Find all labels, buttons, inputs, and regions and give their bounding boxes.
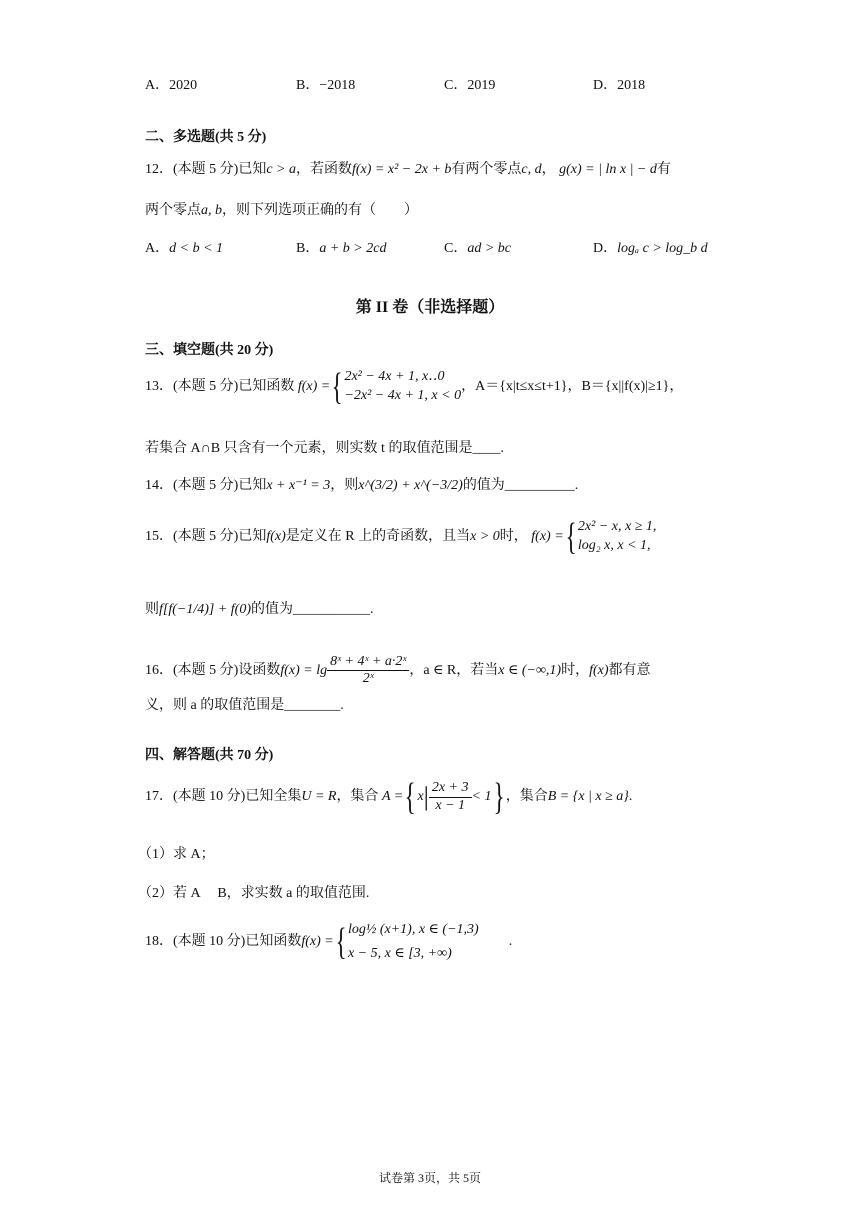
q12-text: 已知 bbox=[238, 162, 267, 177]
q15-case2: log₂ x, x < 1, bbox=[577, 538, 651, 553]
q15-f: f(x) bbox=[266, 529, 286, 545]
q14-expression: x^(3/2) + x^(−3/2) bbox=[358, 478, 463, 493]
q13-text: 已知函数 bbox=[238, 379, 295, 395]
q12-option-b bbox=[296, 237, 386, 257]
q14-text: 已知 bbox=[238, 478, 267, 493]
q17-fraction bbox=[429, 780, 472, 813]
q17-set-b: B = {x | x ≥ a} bbox=[547, 789, 629, 805]
q14-text: ，则 bbox=[330, 478, 359, 493]
q18-f-lhs: f(x) = bbox=[301, 934, 334, 950]
page-footer: 试卷第 3页，共 5页 bbox=[378, 1171, 481, 1185]
q12-option-d bbox=[593, 237, 708, 257]
q16-condition: x ∈ (−∞,1) bbox=[498, 662, 562, 678]
q18-text: . bbox=[508, 934, 513, 950]
q12-g-definition: g(x) = | ln x | − d bbox=[559, 162, 657, 177]
option-text: a + b > 2cd bbox=[319, 241, 387, 256]
q12-line1 bbox=[145, 158, 671, 178]
q13-set-b: B＝{x||f(x)|≥1}， bbox=[581, 379, 684, 395]
q12-text: ，若函数 bbox=[296, 162, 352, 177]
q16-text: 都有意 bbox=[608, 662, 651, 678]
left-brace-icon: { bbox=[404, 776, 416, 818]
q15-condition: x > 0 bbox=[470, 529, 500, 545]
q17-sub1: （1）求 A； bbox=[138, 847, 215, 862]
q11-option-a: A．2020 bbox=[145, 78, 198, 93]
right-brace-icon: } bbox=[493, 776, 505, 818]
q15-expression: f[f(−1/4)] + f(0) bbox=[159, 602, 251, 617]
q13-case1: 2x² − 4x + 1, x‥0 bbox=[344, 369, 445, 385]
q18-case1: log½ (x+1), x ∈ (−1,3) bbox=[347, 922, 479, 937]
option-text: d < b < 1 bbox=[169, 241, 224, 256]
q17-text: ，集合 bbox=[505, 789, 548, 805]
left-brace-icon: { bbox=[331, 366, 343, 408]
q16-text: 设函数 bbox=[238, 662, 281, 678]
q18-line bbox=[145, 918, 512, 966]
q15-text: 的值为___________. bbox=[251, 602, 374, 617]
option-label: C． bbox=[444, 241, 468, 256]
q13-line2: 若集合 A∩B 只含有一个元素，则实数 t 的取值范围是____. bbox=[145, 441, 504, 456]
q12-tag: (本题 5 分) bbox=[173, 162, 239, 177]
q15-tag: (本题 5 分) bbox=[173, 529, 239, 545]
q16-numerator: 8ˣ + 4ˣ + a·2ˣ bbox=[327, 654, 409, 671]
q12-option-a bbox=[145, 237, 223, 257]
q18-number: 18． bbox=[145, 934, 173, 950]
q13-tag: (本题 5 分) bbox=[173, 379, 239, 395]
q17-text: . bbox=[628, 789, 633, 805]
q15-case1: 2x² − x, x ≥ 1, bbox=[577, 519, 657, 535]
q17-text: ，集合 bbox=[336, 789, 379, 805]
q13-set-a: ，A＝{x|t≤x≤t+1}， bbox=[461, 379, 582, 395]
q17-denominator: x − 1 bbox=[435, 797, 466, 813]
q14-number: 14． bbox=[145, 478, 173, 493]
q15-f-lhs: f(x) = bbox=[531, 529, 564, 545]
q16-line1 bbox=[145, 654, 651, 687]
q17-set-a-var: x bbox=[417, 789, 424, 805]
q17-text: 已知全集 bbox=[245, 789, 302, 805]
section-solution-heading: 四、解答题(共 70 分) bbox=[145, 748, 274, 763]
q13-cases bbox=[344, 368, 461, 406]
q13-case2: −2x² − 4x + 1, x < 0 bbox=[344, 388, 462, 403]
q16-fraction bbox=[327, 654, 409, 687]
q17-relation: < 1 bbox=[471, 789, 492, 805]
q13-f-lhs: f(x) = bbox=[297, 379, 331, 395]
q11-option-c: C．2019 bbox=[444, 78, 496, 93]
q15-text: 则 bbox=[145, 602, 159, 617]
q18-case2: x − 5, x ∈ [3, +∞) bbox=[347, 945, 452, 961]
q16-line2: 义，则 a 的取值范围是________. bbox=[145, 698, 344, 713]
q15-number: 15． bbox=[145, 529, 173, 545]
q12-text: 有两个零点 bbox=[451, 162, 522, 177]
q17-sub2: （2）若 A B，求实数 a 的取值范围. bbox=[138, 886, 370, 901]
option-text: ad > bc bbox=[467, 241, 512, 256]
q14-line bbox=[145, 474, 578, 494]
option-label: A． bbox=[145, 241, 170, 256]
q18-cases bbox=[348, 918, 479, 966]
q16-text: 时， bbox=[561, 662, 590, 678]
q12-text: ， bbox=[541, 162, 556, 177]
q16-denominator: 2ˣ bbox=[362, 671, 374, 687]
q15-text: 已知 bbox=[238, 529, 267, 545]
q12-text: 两个零点 bbox=[145, 203, 201, 218]
q15-line2 bbox=[145, 598, 374, 618]
q15-cases bbox=[578, 518, 656, 556]
q18-text: 已知函数 bbox=[245, 934, 302, 950]
left-brace-icon: { bbox=[565, 516, 577, 558]
option-text: logₐ c > log_b d bbox=[617, 241, 708, 256]
q16-f: f(x) bbox=[589, 662, 609, 678]
q12-line2 bbox=[145, 199, 418, 219]
q18-tag: (本题 10 分) bbox=[173, 934, 246, 950]
q11-option-b: B．−2018 bbox=[296, 78, 356, 93]
part2-title: 第 II 卷（非选择题） bbox=[355, 299, 505, 316]
q16-number: 16． bbox=[145, 662, 173, 678]
q13-line1 bbox=[145, 368, 683, 406]
q15-text: 是定义在 R 上的奇函数，且当 bbox=[285, 529, 471, 545]
q17-numerator: 2x + 3 bbox=[429, 780, 472, 797]
section-fill-blank-heading: 三、填空题(共 20 分) bbox=[145, 343, 274, 358]
q17-line1 bbox=[145, 778, 632, 816]
q17-universe: U = R bbox=[301, 789, 337, 805]
q14-tag: (本题 5 分) bbox=[173, 478, 239, 493]
q17-set-a-lhs: A = bbox=[381, 789, 404, 805]
q14-text: 的值为__________. bbox=[462, 478, 579, 493]
q17-tag: (本题 10 分) bbox=[173, 789, 246, 805]
q12-zeros-ab: a, b bbox=[201, 203, 222, 218]
q16-text: ，a ∈ R，若当 bbox=[409, 662, 499, 678]
q12-zeros-cd: c, d bbox=[521, 162, 542, 177]
option-label: B． bbox=[296, 241, 320, 256]
q13-number: 13． bbox=[145, 379, 173, 395]
q15-text: 时， bbox=[499, 529, 528, 545]
left-brace-icon: { bbox=[335, 920, 347, 963]
q17-number: 17． bbox=[145, 789, 173, 805]
q12-option-c bbox=[444, 237, 511, 257]
q16-tag: (本题 5 分) bbox=[173, 662, 239, 678]
q12-condition: c > a bbox=[266, 162, 296, 177]
section-multi-choice-heading: 二、多选题(共 5 分) bbox=[145, 130, 267, 145]
q15-line1 bbox=[145, 518, 656, 556]
q12-text: ，则下列选项正确的有（ ） bbox=[222, 203, 418, 218]
q12-number: 12． bbox=[145, 162, 173, 177]
q14-condition: x + x⁻¹ = 3 bbox=[266, 478, 331, 493]
q12-text: 有 bbox=[656, 162, 671, 177]
q16-f-lhs: f(x) = lg bbox=[280, 662, 328, 678]
q17-bar-icon: | bbox=[423, 782, 429, 811]
option-label: D． bbox=[593, 241, 618, 256]
q11-option-d: D．2018 bbox=[593, 78, 646, 93]
q12-f-definition: f(x) = x² − 2x + b bbox=[352, 162, 452, 177]
